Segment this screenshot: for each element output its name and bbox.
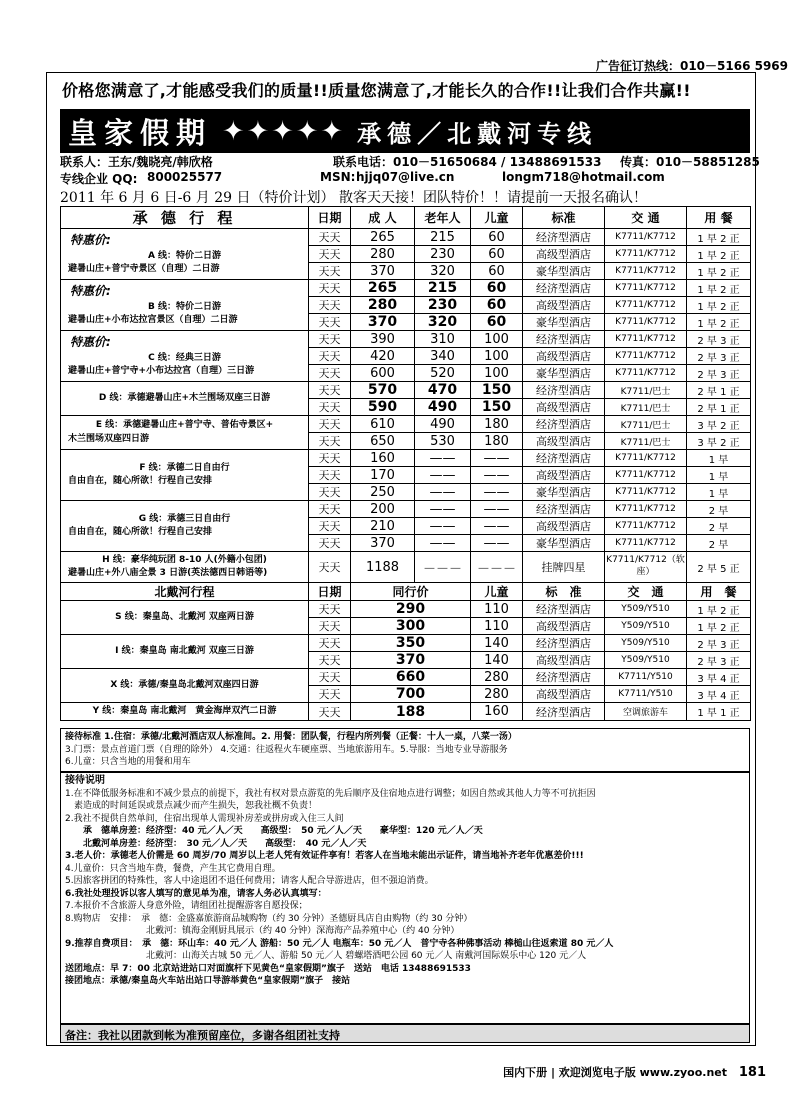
transport-cell: K7711/K7712 (605, 331, 687, 348)
route-places: 避暑山庄+普宁寺+小布达拉宫（自理）三日游 (68, 365, 255, 376)
price-cell: 370 (351, 652, 471, 669)
route-line: I 线：秦皇岛 南北戴河 双座三日游 (115, 646, 254, 657)
hotel-cell: 高级型酒店 (523, 686, 605, 703)
hotel-cell: 经济型酒店 (523, 229, 605, 246)
route-line: C 线：经典三日游 (148, 352, 221, 363)
hotel-cell: 豪华型酒店 (523, 263, 605, 280)
star-icons: ✦✦✦✦✦ (222, 115, 346, 147)
header-cell: 承 德 行 程 (61, 207, 309, 229)
hotel-cell: 经济型酒店 (523, 450, 605, 467)
slogan: 价格您满意了,才能感受我们的质量!!质量您满意了,才能长久的合作!!让我们合作共赢!! (62, 81, 691, 100)
price-cell: 100 (471, 348, 523, 365)
hotel-cell: 高级型酒店 (523, 467, 605, 484)
price-cell: 180 (471, 416, 523, 433)
route-places: 避暑山庄+普宁寺景区（自理）二日游 (68, 263, 220, 274)
msn-label: MSN: (320, 170, 356, 184)
transport-cell: Y509/Y510 (605, 618, 687, 635)
meal-cell: 2 早 1 正 (687, 382, 751, 399)
email-link[interactable]: longm718@hotmail.com (502, 170, 665, 184)
transport-cell: K7711/K7712 (605, 484, 687, 501)
price-cell: 140 (471, 652, 523, 669)
price-table-body (61, 207, 751, 721)
header-cell: 同行价 (351, 583, 471, 601)
price-cell: 570 (351, 382, 415, 399)
date-cell: 天天 (309, 518, 351, 535)
special-price-label: 特惠价: (70, 284, 111, 299)
qq-label: 专线企业 QQ: (60, 172, 138, 186)
meal-cell: 2 早 1 正 (687, 399, 751, 416)
price-cell: 265 (351, 280, 415, 297)
notes-box (60, 772, 750, 1024)
price-cell: 390 (351, 331, 415, 348)
price-cell: 140 (471, 635, 523, 652)
note-line: 3.老人价：承德老人价需是 60 周岁/70 周岁以上老人凭有效证件享有！若客人在当地未能出示证件，请当地补齐老年优惠差价!!! (65, 851, 584, 861)
notes-list (65, 788, 745, 988)
meal-cell: 1 早 2 正 (687, 263, 751, 280)
route-line: X 线：承德/秦皇岛北戴河双座四日游 (110, 680, 259, 691)
price-cell: 250 (351, 484, 415, 501)
table-row (61, 382, 751, 399)
qq-number: 800025577 (147, 170, 223, 184)
date-cell: 天天 (309, 484, 351, 501)
transport-cell: K7711/Y510 (605, 686, 687, 703)
price-cell: 290 (351, 601, 471, 618)
title-banner (60, 109, 750, 153)
table-row (61, 331, 751, 348)
meal-cell: 1 早 1 正 (687, 703, 751, 721)
price-cell: 370 (351, 263, 415, 280)
price-cell: 60 (471, 314, 523, 331)
price-cell: 520 (415, 365, 471, 382)
note-line: 北戴河：镇海金刚厨具展示（约 40 分钟）深海海产品养殖中心（约 40 分钟） (65, 926, 460, 936)
hotel-cell: 高级型酒店 (523, 652, 605, 669)
price-cell: 180 (471, 433, 523, 450)
note-line: 送团地点：早 7：00 北京站进站口对面旗杆下见黄色“皇家假期”旗子 送站 电话 13488691533 (65, 963, 471, 974)
hotel-cell: 经济型酒店 (523, 280, 605, 297)
date-cell: 天天 (309, 229, 351, 246)
note-line: 北戴河单房差：经济型： 30 元／人／天 高级型： 40 元／人／天 (65, 838, 367, 849)
special-price-label: 特惠价: (70, 233, 111, 248)
table-row (61, 280, 751, 297)
route-line: S 线：秦皇岛、北戴河 双座两日游 (115, 612, 254, 623)
footer-text: 国内下册 | 欢迎浏览电子版 www.zyoo.net (503, 1066, 728, 1079)
route-line: B 线：特价二日游 (148, 301, 221, 312)
header-cell: 老年人 (415, 207, 471, 229)
price-cell: 700 (351, 686, 471, 703)
price-cell: 160 (471, 703, 523, 721)
brand-name: 皇家假期 (68, 115, 213, 150)
price-cell: 60 (471, 297, 523, 314)
note-line: 2.我社不提供自然单间，住宿出现单人需现补房差或拼房或入住三人间 (65, 813, 344, 824)
price-cell: —— (415, 501, 471, 518)
transport-cell: Y509/Y510 (605, 601, 687, 618)
route-cell (61, 331, 309, 382)
table-row (61, 229, 751, 246)
date-cell: 天天 (309, 331, 351, 348)
contact-people: 联系人：王东/魏晓亮/韩欣格 (60, 155, 213, 169)
price-cell: 100 (471, 331, 523, 348)
price-cell: 280 (351, 246, 415, 263)
contact-phone: 联系电话：010－51650684 / 13488691533 (333, 155, 602, 169)
header-cell: 标 准 (523, 583, 605, 601)
header-cell: 儿童 (471, 207, 523, 229)
transport-cell: K7711/K7712 (605, 450, 687, 467)
meal-cell: 3 早 4 正 (687, 686, 751, 703)
date-cell: 天天 (309, 669, 351, 686)
note-line: 承 德单房差：经济型：40 元／人／天 高级型： 50 元／人／天 豪华型：120 元／人／天 (65, 826, 483, 836)
standard-line: 3.门票：景点首道门票（自理的除外） 4.交通：往返程火车硬座票、当地旅游用车。5.导服：当地专业导游服务 (65, 744, 508, 755)
header-cell: 交 通 (605, 583, 687, 601)
price-cell: 320 (415, 263, 471, 280)
route-cell (61, 280, 309, 331)
hotel-cell: 经济型酒店 (523, 635, 605, 652)
meal-cell: 2 早 5 正 (687, 552, 751, 583)
price-cell: 100 (471, 365, 523, 382)
date-cell: 天天 (309, 365, 351, 382)
table-row (61, 450, 751, 467)
table-row (61, 552, 751, 583)
price-cell: 150 (471, 382, 523, 399)
transport-cell: 空调旅游车 (605, 703, 687, 721)
transport-cell: K7711/K7712 (605, 365, 687, 382)
date-cell: 天天 (309, 348, 351, 365)
price-cell: —— (471, 467, 523, 484)
meal-cell: 3 早 2 正 (687, 416, 751, 433)
meal-cell: 2 早 3 正 (687, 348, 751, 365)
price-cell: 188 (351, 703, 471, 721)
date-cell: 天天 (309, 450, 351, 467)
hotel-cell: 高级型酒店 (523, 518, 605, 535)
beidaihe-header-row (61, 583, 751, 601)
remark: 备注：我社以团款到帐为准预留座位，多谢各组团社支持 (60, 1024, 750, 1043)
meal-cell: 1 早 2 正 (687, 229, 751, 246)
standard-line: 接待标准 1.住宿：承德/北戴河酒店双人标准间。2. 用餐：团队餐，行程内所列餐（正餐：十人一桌，八菜一汤） (65, 732, 517, 742)
price-cell: 150 (471, 399, 523, 416)
header-cell: 日期 (309, 207, 351, 229)
meal-cell: 1 早 (687, 450, 751, 467)
transport-cell: K7711/巴士 (605, 416, 687, 433)
price-cell: 215 (415, 280, 471, 297)
header-cell: 标准 (523, 207, 605, 229)
price-cell: －－－ (471, 552, 523, 583)
note-line: 接团地点：承德/秦皇岛火车站出站口导游举黄色“皇家假期”旗子 接站 (65, 976, 351, 986)
price-cell: 280 (351, 297, 415, 314)
date-cell: 天天 (309, 552, 351, 583)
note-line: 素造成的时间延误或景点减少而产生损失，恕我社概不负责！ (65, 801, 318, 811)
notes-title: 接待说明 (65, 775, 105, 786)
hotel-cell: 挂牌四星 (523, 552, 605, 583)
price-cell: 490 (415, 399, 471, 416)
route-line: A 线：特价二日游 (147, 250, 222, 261)
price-cell: 280 (471, 686, 523, 703)
page-number: 181 (738, 1065, 766, 1080)
table-row (61, 601, 751, 618)
date-cell: 天天 (309, 618, 351, 635)
price-cell: 265 (351, 229, 415, 246)
hotel-cell: 高级型酒店 (523, 297, 605, 314)
price-cell: 320 (415, 314, 471, 331)
hotel-cell: 高级型酒店 (523, 246, 605, 263)
hotel-cell: 豪华型酒店 (523, 484, 605, 501)
hotel-cell: 高级型酒店 (523, 399, 605, 416)
price-cell: 170 (351, 467, 415, 484)
date-cell: 天天 (309, 686, 351, 703)
price-cell: 300 (351, 618, 471, 635)
transport-cell: K7711/K7712 (605, 348, 687, 365)
header-cell: 成 人 (351, 207, 415, 229)
note-line: 5.因旅客拼团的特殊性，客人中途退团不退任何费用；请客人配合导游进店，但不强迫消费。 (65, 876, 434, 886)
price-cell: 160 (351, 450, 415, 467)
standards-box (60, 728, 750, 772)
header-cell: 北戴河行程 (61, 583, 309, 601)
meal-cell: 2 早 (687, 501, 751, 518)
note-line: 8.购物店 安排： 承 德：金盛嘉旅游商品城购物（约 30 分钟）圣德厨具店自由购物（约 30 分钟） (65, 913, 473, 924)
meal-cell: 2 早 (687, 518, 751, 535)
meal-cell: 2 早 (687, 535, 751, 552)
hotel-cell: 高级型酒店 (523, 433, 605, 450)
date-cell: 天天 (309, 635, 351, 652)
date-cell: 天天 (309, 467, 351, 484)
special-price-label: 特惠价: (70, 335, 111, 350)
standard-line: 6.儿童：只含当地的用餐和用车 (65, 757, 191, 767)
hotel-cell: 高级型酒店 (523, 618, 605, 635)
meal-cell: 1 早 2 正 (687, 280, 751, 297)
hotel-cell: 经济型酒店 (523, 416, 605, 433)
route-cell (61, 382, 309, 416)
hotel-cell: 经济型酒店 (523, 669, 605, 686)
route-cell (61, 416, 309, 450)
price-cell: 60 (471, 263, 523, 280)
price-cell: 370 (351, 535, 415, 552)
price-cell: —— (471, 518, 523, 535)
meal-cell: 1 早 2 正 (687, 246, 751, 263)
note-line: 1.在不降低服务标准和不减少景点的前提下，我社有权对景点游览的先后顺序及住宿地点进行调整；如因自然或其他人力等不可抗拒因 (65, 788, 596, 799)
date-cell: 天天 (309, 314, 351, 331)
chengde-header-row (61, 207, 751, 229)
route-line: F 线：承德二日自由行 (139, 462, 230, 473)
hotel-cell: 经济型酒店 (523, 601, 605, 618)
route-places: 木兰围场双座四日游 (68, 433, 150, 444)
price-cell: －－－ (415, 552, 471, 583)
date-cell: 天天 (309, 246, 351, 263)
price-cell: —— (415, 484, 471, 501)
price-cell: 610 (351, 416, 415, 433)
price-cell: —— (471, 450, 523, 467)
price-cell: 420 (351, 348, 415, 365)
price-cell: —— (471, 535, 523, 552)
route-places: 避暑山庄+外八庙全景 3 日游(英法德西日韩语等) (68, 568, 268, 579)
hotel-cell: 经济型酒店 (523, 703, 605, 721)
price-cell: 110 (471, 618, 523, 635)
date-line: 2011 年 6 月 6 日-6 月 29 日（特价计划） 散客天天接！团队特价！！请提前一天报名确认！ (60, 190, 647, 206)
price-cell: 590 (351, 399, 415, 416)
table-row (61, 669, 751, 686)
transport-cell: K7711/K7712 (605, 518, 687, 535)
route-line: G 线：承德三日自由行 (138, 513, 231, 524)
date-cell: 天天 (309, 263, 351, 280)
price-cell: 350 (351, 635, 471, 652)
route-cell (61, 601, 309, 635)
route-line: E 线：承德避暑山庄+普宁寺、普佑寺景区+ (95, 420, 274, 431)
price-cell: —— (471, 484, 523, 501)
transport-cell: Y509/Y510 (605, 635, 687, 652)
price-cell: —— (471, 501, 523, 518)
hotel-cell: 豪华型酒店 (523, 535, 605, 552)
price-cell: 600 (351, 365, 415, 382)
header-cell: 用 餐 (687, 207, 751, 229)
transport-cell: K7711/K7712 (605, 297, 687, 314)
meal-cell: 1 早 (687, 467, 751, 484)
price-cell: —— (415, 450, 471, 467)
meal-cell: 2 早 3 正 (687, 635, 751, 652)
meal-cell: 3 早 2 正 (687, 433, 751, 450)
route-places: 自由自在，随心所欲！行程自己安排 (68, 527, 213, 537)
table-row (61, 703, 751, 721)
price-cell: 110 (471, 601, 523, 618)
ad-hotline: 广告征订热线：010－5166 5969 (595, 59, 788, 73)
date-cell: 天天 (309, 280, 351, 297)
route-cell (61, 552, 309, 583)
price-cell: —— (415, 535, 471, 552)
route-cell (61, 669, 309, 703)
transport-cell: K7711/K7712 (605, 263, 687, 280)
hotel-cell: 高级型酒店 (523, 348, 605, 365)
meal-cell: 1 早 2 正 (687, 618, 751, 635)
transport-cell: K7711/K7712 (605, 501, 687, 518)
hotel-cell: 豪华型酒店 (523, 314, 605, 331)
meal-cell: 3 早 4 正 (687, 669, 751, 686)
price-table (60, 206, 751, 721)
footer (503, 1064, 766, 1080)
transport-cell: K7711/巴士 (605, 433, 687, 450)
transport-cell: K7711/Y510 (605, 669, 687, 686)
price-cell: 660 (351, 669, 471, 686)
meal-cell: 2 早 3 正 (687, 331, 751, 348)
meal-cell: 2 早 3 正 (687, 365, 751, 382)
route-places: 避暑山庄+小布达拉宫景区（自理）二日游 (68, 314, 238, 325)
note-line: 9.推荐自费项目： 承 德：环山车：40 元／人 游船：50 元／人 电瓶车：50 元／人 普宁寺各种佛事活动 棒槌山往返索道 80 元／人 (65, 938, 614, 949)
meal-cell: 1 早 2 正 (687, 297, 751, 314)
price-cell: 310 (415, 331, 471, 348)
meal-cell: 1 早 2 正 (687, 314, 751, 331)
price-cell: —— (415, 467, 471, 484)
price-cell: 280 (471, 669, 523, 686)
header-cell: 用 餐 (687, 583, 751, 601)
transport-cell: K7711/巴士 (605, 382, 687, 399)
price-cell: 60 (471, 229, 523, 246)
header-cell: 日期 (309, 583, 351, 601)
route-cell (61, 450, 309, 501)
date-cell: 天天 (309, 535, 351, 552)
transport-cell: K7711/K7712 (605, 314, 687, 331)
table-row (61, 416, 751, 433)
price-cell: 530 (415, 433, 471, 450)
hotel-cell: 豪华型酒店 (523, 365, 605, 382)
route-cell (61, 635, 309, 669)
route-places: 自由自在，随心所欲！行程自己安排 (68, 476, 213, 486)
note-line: 7.本报价不含旅游人身意外险，请组团社提醒游客自愿投保； (65, 901, 308, 911)
date-cell: 天天 (309, 501, 351, 518)
header-cell: 儿童 (471, 583, 523, 601)
date-cell: 天天 (309, 601, 351, 618)
price-cell: 490 (415, 416, 471, 433)
contact-fax: 传真：010－58851285 (620, 155, 760, 169)
transport-cell: K7711/K7712 (605, 535, 687, 552)
hotel-cell: 经济型酒店 (523, 382, 605, 399)
header-cell: 交 通 (605, 207, 687, 229)
meal-cell: 1 早 2 正 (687, 601, 751, 618)
price-cell: 340 (415, 348, 471, 365)
route-cell (61, 501, 309, 552)
transport-cell: K7711/K7712 (605, 280, 687, 297)
date-cell: 天天 (309, 297, 351, 314)
date-cell: 天天 (309, 399, 351, 416)
note-line: 6.我社处理投诉以客人填写的意见单为准，请客人务必认真填写： (65, 888, 327, 899)
route-line: Y 线：秦皇岛 南北戴河 黄金海岸双汽二日游 (92, 706, 277, 717)
price-cell: 1188 (351, 552, 415, 583)
price-cell: 650 (351, 433, 415, 450)
price-cell: 370 (351, 314, 415, 331)
route-cell (61, 229, 309, 280)
date-cell: 天天 (309, 703, 351, 721)
route-title: 承德／北戴河专线 (357, 119, 598, 148)
table-row (61, 501, 751, 518)
price-cell: 210 (351, 518, 415, 535)
date-cell: 天天 (309, 382, 351, 399)
price-cell: 60 (471, 280, 523, 297)
transport-cell: K7711/K7712 (605, 229, 687, 246)
price-cell: 470 (415, 382, 471, 399)
date-cell: 天天 (309, 652, 351, 669)
price-cell: 60 (471, 246, 523, 263)
price-cell: 200 (351, 501, 415, 518)
date-cell: 天天 (309, 416, 351, 433)
table-row (61, 635, 751, 652)
note-line: 4.儿童价：只含当地车费，餐费，产生其它费用自理。 (65, 863, 281, 874)
route-cell (61, 703, 309, 721)
price-cell: —— (415, 518, 471, 535)
price-cell: 215 (415, 229, 471, 246)
meal-cell: 2 早 3 正 (687, 652, 751, 669)
hotel-cell: 经济型酒店 (523, 331, 605, 348)
meal-cell: 1 早 (687, 484, 751, 501)
transport-cell: K7711/K7712 (605, 246, 687, 263)
route-line: D 线：承德避暑山庄+木兰围场双座三日游 (98, 392, 271, 403)
route-line: H 线：豪华纯玩团 8-10 人(外籍小包团) (102, 555, 267, 565)
date-cell: 天天 (309, 433, 351, 450)
transport-cell: K7711/K7712（软座） (605, 552, 687, 583)
transport-cell: K7711/巴士 (605, 399, 687, 416)
price-cell: 230 (415, 297, 471, 314)
hotel-cell: 经济型酒店 (523, 501, 605, 518)
transport-cell: K7711/K7712 (605, 467, 687, 484)
msn-link[interactable]: hjjq07@live.cn (356, 170, 455, 184)
transport-cell: Y509/Y510 (605, 652, 687, 669)
price-cell: 230 (415, 246, 471, 263)
note-line: 北戴河：山海关古城 50 元／人、游船 50 元／人 碧螺塔酒吧公园 60 元／人 南戴河国际娱乐中心 120 元／人 (65, 951, 587, 961)
